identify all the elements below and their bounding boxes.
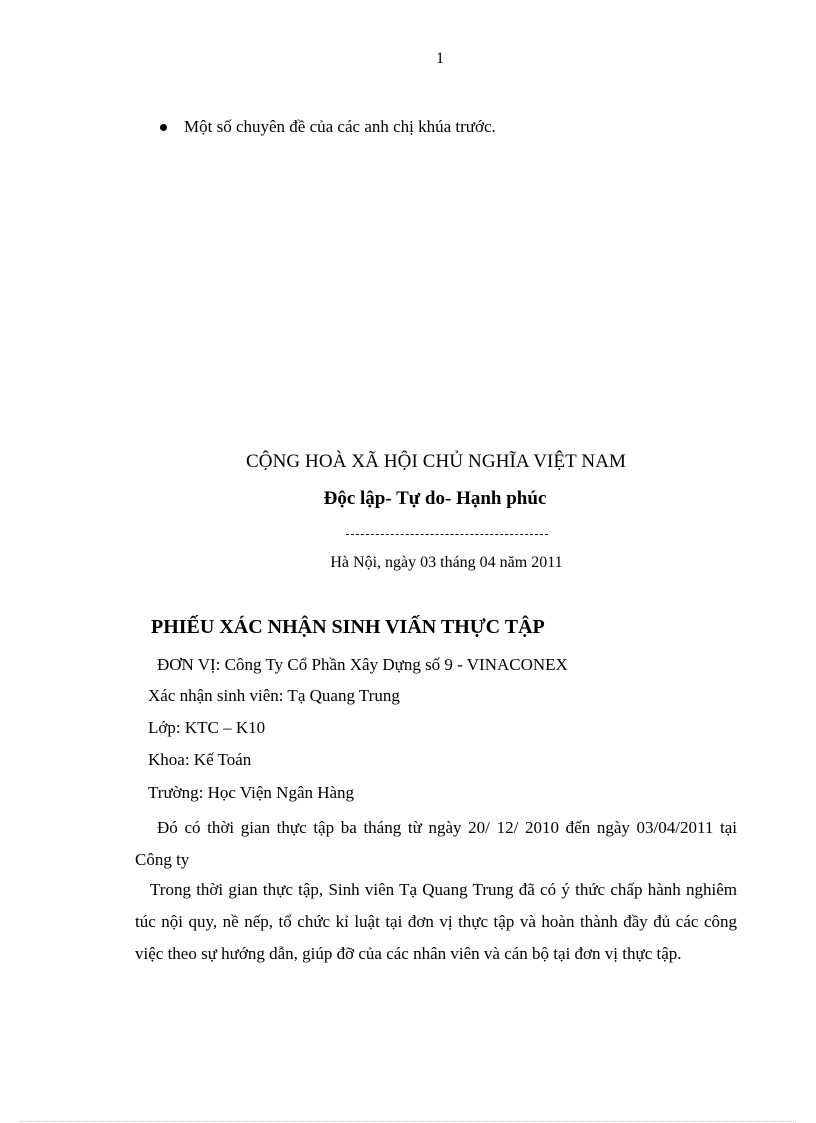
heading-divider — [346, 534, 548, 535]
form-title: PHIẾU XÁC NHẬN SINH VIẤN THỰC TẬP — [151, 616, 545, 638]
class-field: Lớp: KTC – K10 — [148, 718, 266, 737]
motto-heading: Độc lập- Tự do- Hạnh phúc — [323, 488, 547, 509]
bullet-text: Một số chuyên đề của các anh chị khúa trước. — [184, 117, 496, 136]
nation-heading: CỘNG HOÀ XÃ HỘI CHỦ NGHĨA VIỆT NAM — [245, 451, 627, 472]
date-line: Hà Nội, ngày 03 tháng 04 năm 2011 — [330, 554, 563, 571]
unit-field: ĐƠN VỊ: Công Ty Cổ Phần Xây Dựng số 9 - VINACONEX — [157, 655, 568, 674]
bullet-list-item — [160, 117, 496, 137]
internship-period-paragraph: Đó có thời gian thực tập ba tháng từ ngày 20/ 12/ 2010 đến ngày 03/04/2011 tại Công ty — [135, 818, 737, 869]
evaluation-paragraph: Trong thời gian thực tập, Sinh viên Tạ Quang Trung đã có ý thức chấp hành nghiêm túc nội quy, nề nếp, tổ chức kỉ luật tại đơn vị thực tập và hoàn thành đầy đủ các công việc theo sự hướng dẫn, giúp đỡ của các nhân viên và cán bộ tại đơn vị thực tập. — [135, 880, 737, 963]
bullet-icon — [160, 124, 167, 131]
school-field: Trường: Học Viện Ngân Hàng — [148, 783, 355, 802]
faculty-field: Khoa: Kế Toán — [148, 750, 252, 769]
student-field: Xác nhận sinh viên: Tạ Quang Trung — [148, 686, 400, 705]
page-bottom-rule — [20, 1121, 796, 1122]
page-number: 1 — [436, 50, 444, 67]
